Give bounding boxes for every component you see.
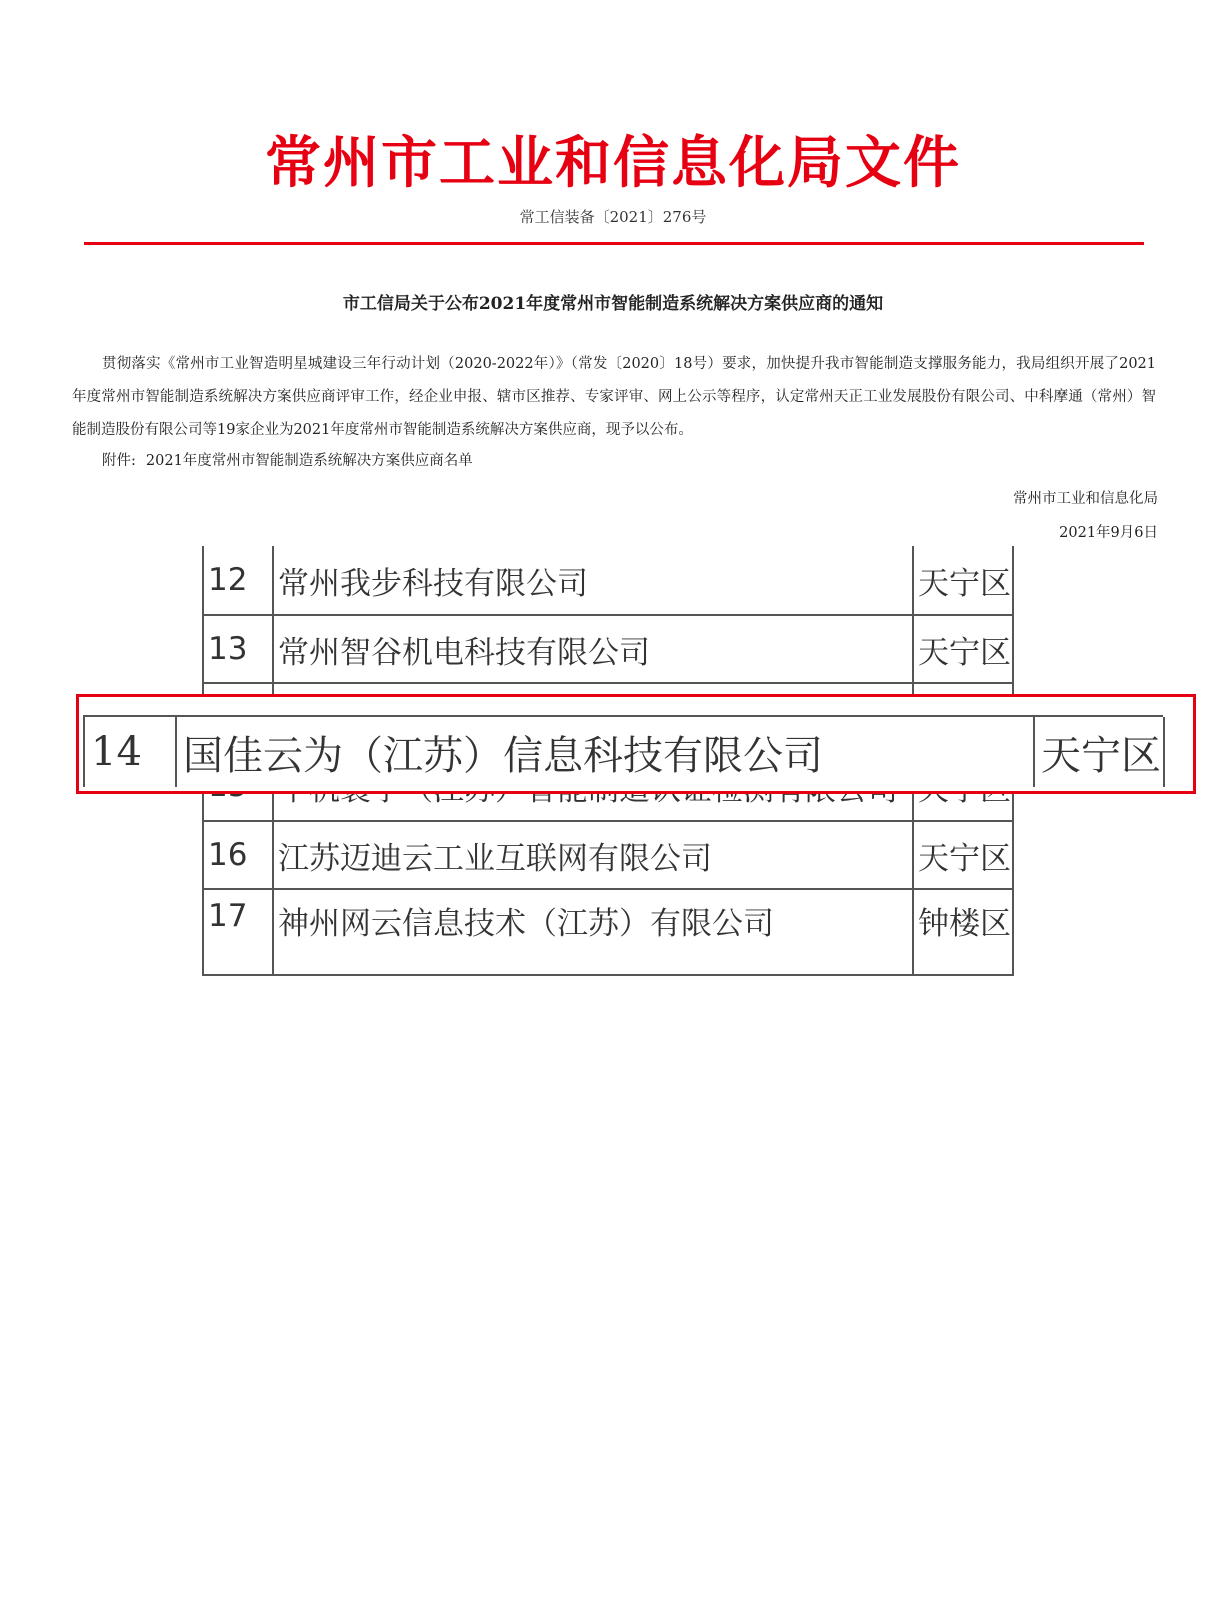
highlighted-district-name: 天宁区 (1035, 717, 1165, 787)
issuer-name: 常州市工业和信息化局 (1013, 491, 1158, 507)
highlighted-table-row (83, 715, 1163, 787)
district-name: 天宁区 (914, 546, 1014, 616)
table-row (202, 616, 1036, 684)
table-row (202, 546, 1036, 616)
company-name: 江苏迈迪云工业互联网有限公司 (274, 822, 914, 890)
district-name: 天宁区 (914, 616, 1014, 684)
company-name: 常州智谷机电科技有限公司 (274, 616, 914, 684)
header-title: 常州市工业和信息化局文件 (265, 130, 961, 196)
notice-body: 贯彻落实《常州市工业智造明星城建设三年行动计划（2020-2022年）》（常发〔2020〕18号）要求，加快提升我市智能制造支撑服务能力，我局组织开展了2021年度常州市智能制造系统解决方案供应商评审工作，经企业申报、辖市区推荐、专家评审、网上公示等程序，认定常州天正工业发展股份有限公司、中科摩通（常州）智能制造股份有限公司等19家企业为2021年度常州市智能制造系统解决方案供应商，现予以公布。 (72, 356, 1156, 438)
district-name: 钟楼区 (914, 890, 1014, 976)
table-row (202, 822, 1036, 890)
table-row (202, 890, 1036, 976)
red-divider (84, 242, 1144, 245)
issue-date: 2021年9月6日 (1059, 525, 1158, 541)
row-number: 17 (204, 890, 274, 976)
highlighted-row-number: 14 (85, 717, 177, 787)
district-name: 天宁区 (914, 822, 1014, 890)
attachment-line (102, 449, 473, 470)
highlighted-row-callout (76, 694, 1196, 794)
table-spacer (1014, 616, 1036, 684)
row-number: 12 (204, 546, 274, 616)
table-spacer (1014, 546, 1036, 616)
company-name: 常州我步科技有限公司 (274, 546, 914, 616)
table-spacer (1014, 822, 1036, 890)
table-spacer (1014, 890, 1036, 976)
row-number: 13 (204, 616, 274, 684)
company-name: 神州网云信息技术（江苏）有限公司 (274, 890, 914, 976)
notice-title: 市工信局关于公布2021年度常州市智能制造系统解决方案供应商的通知 (342, 294, 884, 314)
document-number: 常工信装备〔2021〕276号 (519, 208, 707, 226)
row-number: 16 (204, 822, 274, 890)
highlighted-company-name: 国佳云为（江苏）信息科技有限公司 (177, 717, 1035, 787)
attachment-label: 附件: (102, 453, 136, 469)
attachment-name: 2021年度常州市智能制造系统解决方案供应商名单 (145, 453, 473, 469)
